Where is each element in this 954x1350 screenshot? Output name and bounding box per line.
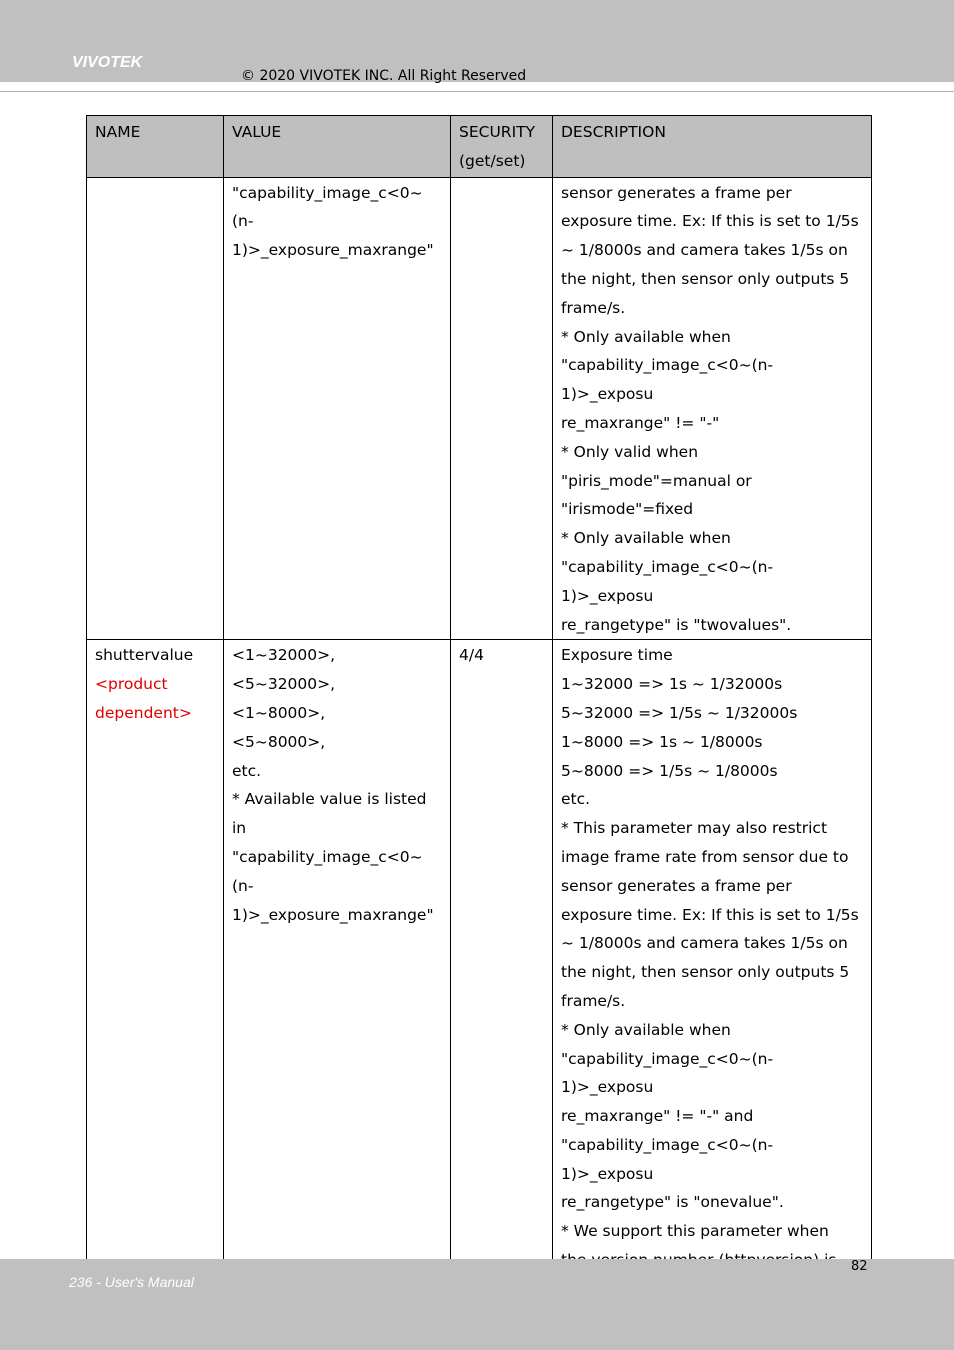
brand-logo: VIVOTEK xyxy=(72,54,143,71)
description-line: * Only valid when xyxy=(561,442,699,461)
value-line: in xyxy=(232,819,247,838)
description-cell xyxy=(553,640,872,1304)
description-line: 1~32000 => 1s ~ 1/32000s xyxy=(561,675,783,694)
header-divider xyxy=(0,91,954,92)
page-footer xyxy=(0,1259,954,1350)
value-cell xyxy=(224,177,451,640)
value-line: "capability_image_c<0~(n- xyxy=(232,847,423,895)
security-cell xyxy=(451,640,553,1304)
description-line: etc. xyxy=(561,790,591,809)
description-line: exposure time. Ex: If this is set to 1/5s xyxy=(561,212,859,231)
description-line: exposure time. Ex: If this is set to 1/5s xyxy=(561,905,859,924)
description-line: re_rangetype" is "twovalues". xyxy=(561,615,792,634)
description-line: "capability_image_c<0~(n-1)>_exposu xyxy=(561,356,774,404)
name-cell xyxy=(87,177,224,640)
value-cell xyxy=(224,640,451,1304)
description-line: 5~32000 => 1/5s ~ 1/32000s xyxy=(561,703,798,722)
header-value: VALUE xyxy=(224,116,451,178)
product-dependent-note: <product xyxy=(95,675,168,694)
description-line: * This parameter may also restrict xyxy=(561,819,828,838)
value-line: <1~32000>, xyxy=(232,646,336,665)
description-line: * Only available when xyxy=(561,327,731,346)
description-line: * We support this parameter when xyxy=(561,1222,829,1241)
description-line: "irismode"=fixed xyxy=(561,500,694,519)
description-line: re_rangetype" is "onevalue". xyxy=(561,1193,784,1212)
security-level: 4/4 xyxy=(459,646,484,665)
value-line: <5~8000>, xyxy=(232,732,326,751)
description-line: sensor generates a frame per xyxy=(561,876,792,895)
page-number: 82 xyxy=(851,1259,868,1274)
description-line: re_maxrange" != "-" and xyxy=(561,1107,754,1126)
name-cell xyxy=(87,640,224,1304)
manual-page-label: 236 - User's Manual xyxy=(69,1274,194,1290)
description-cell xyxy=(553,177,872,640)
description-line: Exposure time xyxy=(561,646,673,665)
description-line: 5~8000 => 1/5s ~ 1/8000s xyxy=(561,761,778,780)
description-line: the night, then sensor only outputs 5 xyxy=(561,963,850,982)
description-line: re_maxrange" != "-" xyxy=(561,413,720,432)
table-row xyxy=(87,640,872,1304)
description-line: "capability_image_c<0~(n-1)>_exposu xyxy=(561,1135,774,1183)
value-line: <5~32000>, xyxy=(232,675,336,694)
header-security-line: SECURITY xyxy=(459,123,536,141)
copyright-notice: © 2020 VIVOTEK INC. All Right Reserved xyxy=(241,68,527,84)
description-line: 1~8000 => 1s ~ 1/8000s xyxy=(561,732,763,751)
header-security xyxy=(451,116,553,178)
value-line: 1)>_exposure_maxrange" xyxy=(232,905,434,924)
header-description: DESCRIPTION xyxy=(553,116,872,178)
value-line: <1~8000>, xyxy=(232,703,326,722)
table-row xyxy=(87,177,872,640)
description-line: frame/s. xyxy=(561,298,626,317)
header-security-line: (get/set) xyxy=(459,151,526,170)
description-line: "piris_mode"=manual or xyxy=(561,471,752,490)
description-line: frame/s. xyxy=(561,991,626,1010)
value-line: * Available value is listed xyxy=(232,790,427,809)
security-cell xyxy=(451,177,553,640)
value-line: "capability_image_c<0~(n- xyxy=(232,183,423,231)
description-line: ~ 1/8000s and camera takes 1/5s on xyxy=(561,241,848,260)
page-header xyxy=(0,0,954,82)
description-line: "capability_image_c<0~(n-1)>_exposu xyxy=(561,1049,774,1097)
product-dependent-note: dependent> xyxy=(95,703,192,722)
description-line: ~ 1/8000s and camera takes 1/5s on xyxy=(561,934,848,953)
description-line: the night, then sensor only outputs 5 xyxy=(561,269,850,288)
description-line: * Only available when xyxy=(561,1020,731,1039)
description-line: "capability_image_c<0~(n-1)>_exposu xyxy=(561,557,774,605)
description-line: image frame rate from sensor due to xyxy=(561,847,849,866)
parameter-table xyxy=(86,115,872,1335)
header-name: NAME xyxy=(87,116,224,178)
description-line: sensor generates a frame per xyxy=(561,183,792,202)
value-line: etc. xyxy=(232,761,262,780)
parameter-name: shuttervalue xyxy=(95,646,194,665)
table-header-row xyxy=(87,116,872,178)
value-line: 1)>_exposure_maxrange" xyxy=(232,241,434,260)
description-line: * Only available when xyxy=(561,529,731,548)
